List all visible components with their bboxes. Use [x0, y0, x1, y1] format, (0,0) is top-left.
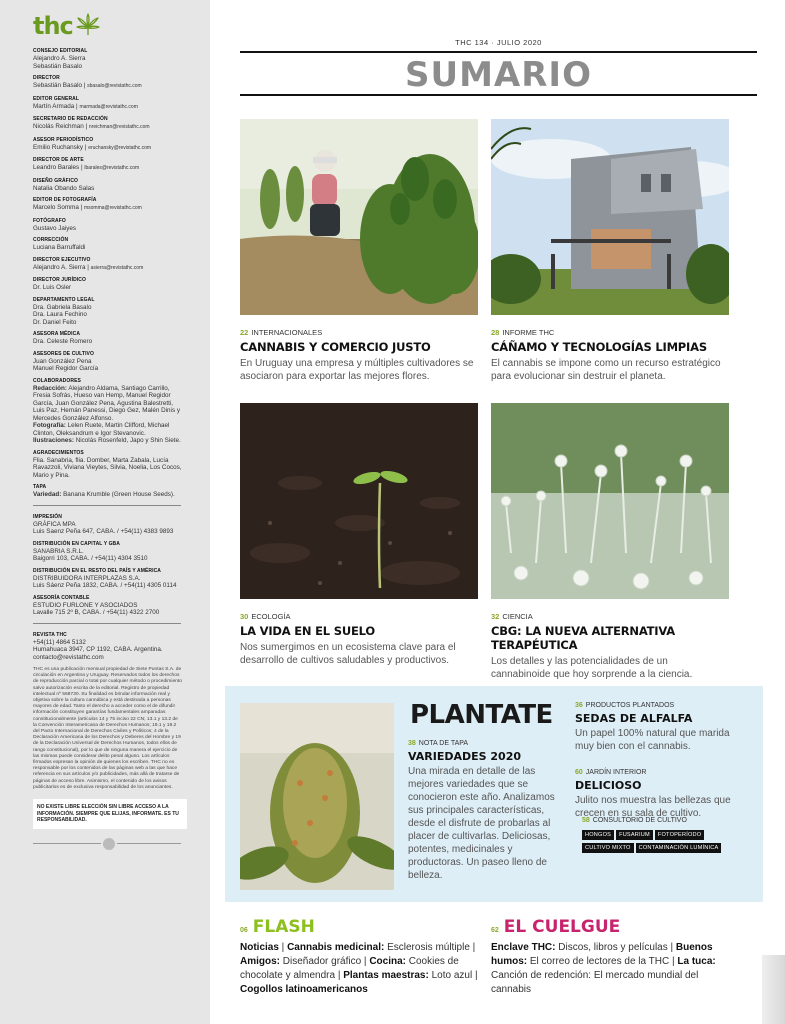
credit-role: IMPRESIÓN — [33, 513, 62, 520]
credit-email: sbasalo@revistathc.com — [87, 83, 142, 89]
cuelgue-section[interactable] — [491, 917, 731, 997]
credit-block — [33, 514, 183, 536]
entry-kicker — [408, 740, 564, 747]
credit-text: Alejandro Aldama, Santiago Carrillo, Fresia Sofrás, Hueso van Hemp, Manuel Regidor García, Juan González Pena, Agustina Balestretti, Luis Paz, Hernán Panessi, Diego Gez, Malén Dinis y Mercedes González Alfonso. — [33, 384, 180, 422]
title-rule-bottom — [240, 94, 757, 96]
credit-text: Baigorri 103, CABA. / +54(11) 4304 3510 — [33, 555, 148, 562]
credit-block — [33, 116, 183, 132]
credit-role: DIRECTOR EJECUTIVO — [33, 256, 91, 263]
entry-title: VARIEDADES 2020 — [408, 750, 522, 763]
credit-role: SECRETARIO DE REDACCIÓN — [33, 116, 108, 122]
credit-role: ASESORES DE CULTIVO — [33, 350, 94, 357]
credit-block — [33, 595, 183, 617]
page-number: 60 — [575, 769, 583, 776]
topic-tag: FUSARIUM — [616, 830, 653, 840]
credit-line — [33, 521, 183, 529]
entry-kicker — [575, 702, 730, 709]
credit-line: Nicolás Reichman | nreichman@revistathc.com — [33, 123, 150, 130]
credit-line — [33, 365, 183, 373]
section-label: NOTA DE TAPA — [418, 740, 469, 747]
credit-line — [33, 491, 183, 499]
credit-role: AGRADECIMIENTOS — [33, 449, 84, 456]
credit-line — [33, 582, 183, 590]
entry-dek: Julito nos muestra las bellezas que crecen en su sala de cultivo. — [575, 795, 731, 819]
credit-block — [33, 237, 183, 252]
item-text: Cookies de chocolate y almendra — [240, 956, 459, 981]
credit-line — [33, 609, 183, 617]
page-edge-shade — [762, 955, 785, 1024]
credit-block — [33, 297, 183, 327]
article-title: LA VIDA EN EL SUELO — [240, 624, 375, 638]
credit-role: ASESOR PERIODÍSTICO — [33, 136, 94, 143]
credit-text: Dra. Gabriela Basalo — [33, 303, 92, 311]
logo-text: thc — [33, 12, 73, 40]
page-title: SUMARIO — [405, 55, 592, 95]
credit-text: Gustavo Jaiyes — [33, 224, 77, 232]
credit-line — [33, 311, 183, 319]
credit-block — [33, 351, 183, 373]
page-number: 58 — [582, 817, 590, 824]
item-label: Cogollos latinoamericanos — [240, 984, 368, 995]
credit-email: marmada@revistathc.com — [79, 103, 138, 110]
credit-text: Luciana Barruffaldi — [33, 244, 86, 251]
credit-role: CONSEJO EDITORIAL — [33, 48, 88, 54]
credit-text: Dr. Luis Osler — [33, 284, 72, 291]
credit-line — [33, 646, 183, 654]
credit-role: TAPA — [33, 484, 47, 490]
article-cbg[interactable] — [491, 403, 729, 681]
page-number: 06 — [240, 927, 248, 934]
credit-text: Emilio Ruchansky — [33, 143, 84, 151]
credit-text: GRÁFICA MPA — [33, 520, 76, 528]
credit-line — [33, 63, 183, 71]
divider — [33, 843, 181, 844]
credit-text: Alejandro A. Sierra — [33, 263, 86, 271]
credit-text: Marcelo Somma — [33, 204, 79, 211]
entry-dek: Una mirada en detalle de las mejores variedades que se conocieron este año. Analizamos sus principales características, desde el disfrute de probarlas al placer de cultivarlas. Deliciosas, potentes, medicinales y productoras. Un paseo lleno de belleza. — [408, 766, 555, 881]
item-text: Diseñador gráfico — [282, 956, 362, 967]
credit-block — [33, 568, 183, 590]
item-label: Buenos humos: — [491, 942, 713, 967]
consult-kicker — [582, 817, 687, 824]
bud-cover-photo — [240, 703, 394, 890]
credit-line — [33, 548, 183, 556]
credit-role: DIRECTOR — [33, 75, 60, 81]
article-dek: Los detalles y las potencialidades de un cannabinoide que hoy sorprende a la ciencia. — [491, 656, 693, 680]
article-title: CBG: LA NUEVA ALTERNATIVA TERAPÉUTICA — [491, 624, 675, 652]
grower-field-photo — [240, 119, 478, 315]
products-entry[interactable] — [575, 702, 730, 753]
ornament-dot — [101, 836, 117, 852]
credit-role: FOTÓGRAFO — [33, 217, 66, 224]
section-label: CONSULTORIO DE CULTIVO — [592, 817, 687, 824]
credit-block — [33, 378, 183, 445]
topic-tag: CULTIVO MIXTO — [582, 843, 634, 853]
credit-text: Sebastián Basalo — [33, 62, 83, 70]
credit-text: Juan González Pena — [33, 357, 92, 365]
cover-story-entry[interactable] — [408, 740, 564, 882]
credit-role: DISTRIBUCIÓN EN EL RESTO DEL PAÍS Y AMÉRICA — [33, 567, 162, 574]
credit-email: lbarales@revistathc.com — [84, 165, 140, 171]
credit-email: asierra@revistathc.com — [90, 264, 144, 271]
credit-line — [33, 422, 183, 437]
garden-entry[interactable] — [575, 769, 733, 820]
credit-block — [33, 197, 183, 213]
credit-line: Martín Armada | marmada@revistathc.com — [33, 102, 138, 110]
credit-text: Lavalle 715 2º B, CABA. / +54(11) 4322 2700 — [33, 609, 160, 616]
credit-role: COLABORADORES — [33, 377, 81, 384]
credit-block — [33, 632, 183, 662]
credit-block — [33, 277, 183, 292]
credit-block — [33, 257, 183, 273]
article-kicker — [240, 612, 478, 621]
plantate-logo: PLANTATE — [410, 700, 553, 730]
credit-text: Lelen Ruete, Martin Clifford, Michael Clinton, Oleksandrum e Igor Stevanovic. — [33, 422, 170, 437]
credit-role: DIRECTOR JURÍDICO — [33, 277, 87, 283]
credit-line — [33, 457, 183, 480]
item-text: El correo de lectores de la THC — [529, 956, 670, 967]
item-label: Cocina: — [369, 956, 406, 967]
trichomes-macro-photo — [491, 403, 729, 599]
credit-sublabel: Fotografía: — [33, 422, 66, 429]
responsibility-notice: NO EXISTE LIBRE ELECCIÓN SIN LIBRE ACCESO A LA INFORMACIÓN. SIEMPRE QUE ELIJAS, INFORMATE. ES TU RESPONSABILIDAD. — [33, 799, 187, 829]
credit-line — [33, 284, 183, 292]
item-text: Loto azul — [431, 970, 473, 981]
credit-text: DISTRIBUIDORA INTERPLAZAS S.A. — [33, 574, 141, 582]
article-title: CÁÑAMO Y TECNOLOGÍAS LIMPIAS — [491, 340, 707, 354]
credit-text: Leandro Barales — [33, 164, 80, 171]
article-kicker — [240, 328, 478, 337]
section-items: Noticias | Cannabis medicinal: Esclerosis múltiple | Amigos: Diseñador gráfico | Cocina: Cookies de chocolate y almendra | Plantas maestras: Loto azul | Cogollos latinoamericanos — [240, 942, 478, 995]
credit-block — [33, 75, 183, 91]
contact-info — [33, 632, 183, 662]
credit-text: Sebastián Basalo — [33, 82, 83, 89]
credit-text: Dr. Daniel Feito — [33, 318, 77, 326]
item-text: Esclerosis múltiple — [387, 942, 470, 953]
credit-text: Luis Saenz Peña 647, CABA. / +54(11) 4383 9893 — [33, 528, 174, 535]
credit-text: Dra. Laura Fechino — [33, 311, 87, 318]
section-label: JARDÍN INTERIOR — [585, 769, 647, 776]
article-title: CANNABIS Y COMERCIO JUSTO — [240, 340, 431, 354]
credit-block — [33, 218, 183, 233]
page-number: 28 — [491, 328, 500, 337]
credit-line — [33, 528, 183, 536]
credit-line — [33, 575, 183, 583]
cannabis-leaf-icon — [75, 13, 101, 39]
credit-line — [33, 437, 183, 445]
credit-role: ASESORA MÉDICA — [33, 331, 81, 337]
item-label: La tuca: — [677, 956, 716, 967]
credit-text: Manuel Regidor García — [33, 365, 99, 372]
section-header — [240, 917, 480, 937]
credit-line — [33, 185, 183, 193]
credit-role: DISTRIBUCIÓN EN CAPITAL Y GBA — [33, 540, 120, 547]
divider — [33, 505, 181, 506]
credit-role: ASESORÍA CONTABLE — [33, 594, 90, 601]
credit-line — [33, 304, 183, 312]
item-label: Plantas maestras: — [343, 970, 429, 981]
section-label: ECOLOGÍA — [251, 612, 291, 621]
credit-text: Luis Sáenz Peña 1832, CABA. / +54(11) 4305 0114 — [33, 582, 177, 589]
page-number: 30 — [240, 612, 249, 621]
item-label: Amigos: — [240, 956, 280, 967]
credit-sublabel: Ilustraciones: — [33, 437, 74, 444]
thc-logo — [33, 12, 210, 40]
credit-line — [33, 555, 183, 563]
masthead-sidebar — [0, 0, 210, 1024]
topic-tag: HONGOS — [582, 830, 614, 840]
item-label: Cannabis medicinal: — [287, 942, 385, 953]
credit-text: SANABRIA S.R.L. — [33, 547, 84, 555]
article-dek: El cannabis se impone como un recurso estratégico para evolucionar sin destruir el planeta. — [491, 358, 721, 382]
item-text: Discos, libros y películas — [558, 942, 668, 953]
credit-block — [33, 331, 183, 346]
article-cannabis-comercio-justo[interactable] — [240, 119, 478, 383]
page-number: 36 — [575, 702, 583, 709]
article-kicker — [491, 328, 729, 337]
credit-text: Humahuaca 3947, CP 1192, CABA. Argentina. — [33, 646, 163, 653]
credit-text: contacto@revistathc.com — [33, 653, 104, 661]
entry-dek: Un papel 100% natural que marida muy bien con el cannabis. — [575, 728, 730, 752]
credit-line — [33, 639, 183, 647]
item-text: Canción de redención: El mercado mundial del cannabis — [491, 970, 699, 995]
credit-line: Leandro Barales | lbarales@revistathc.com — [33, 164, 140, 171]
credit-sublabel: Redacción: — [33, 384, 67, 392]
title-rule-top — [240, 51, 757, 53]
credit-line — [33, 225, 183, 233]
credit-role: DEPARTAMENTO LEGAL — [33, 296, 95, 303]
credit-line: Emilio Ruchansky | eruchansky@revistathc.com — [33, 143, 152, 151]
consult-tags — [582, 830, 732, 853]
credit-email: eruchansky@revistathc.com — [88, 144, 152, 151]
credit-line — [33, 654, 183, 662]
article-dek: Nos sumergimos en un ecosistema clave para el desarrollo de cultivos saludables y productivos. — [240, 642, 456, 666]
credit-block — [33, 450, 183, 480]
credit-email: msomma@revistathc.com — [83, 205, 142, 211]
credit-block — [33, 96, 183, 112]
credit-block — [33, 541, 183, 563]
section-items: Enclave THC: Discos, libros y películas | Buenos humos: El correo de lectores de la THC | La tuca: Canción de redención: El mercado mundial del cannabis — [491, 942, 716, 995]
entry-title: SEDAS DE ALFALFA — [575, 712, 693, 725]
article-canamo-tecnologias[interactable] — [491, 119, 729, 383]
page-number: 62 — [491, 927, 499, 934]
credit-line — [33, 55, 183, 63]
credit-text: Flia. Sanabria, flia. Domber, Marta Zabala, Lucía Ravazzoli, Viviana Vieytes, Silvia, Noelia, Los Cocos, Mario y Pina. — [33, 456, 182, 479]
entry-title: DELICIOSO — [575, 779, 642, 792]
legal-notice: THC es una publicación mensual propiedad de Siete Puntas S.A. de circulación en Argentina y Uruguay. Reservados todos los derechos de reproducción parcial o total por cualquier método o procedimiento salvo autorización escrita de la editorial. Registro de propiedad intelectual nº 568730. Su finalidad es brindar información real y objetiva sobre la cultura cannábica y está destinada a personas mayores de edad. Tanto el derecho a acceder como el de difundir información constituyen garantías fundamentales amparadas constitucionalmente (artículos 14 y 75 inciso 22 CN; 13.1 y 13.2 de la Convención Interamericana de Derechos Humanos; 19.1 y 19.2 del Pacto Internacional de Derechos Civiles y Políticos; 4 de la Declaración Americana de los Derechos y Deberes del Hombre y 19 de la Declaración Universal de Derechos Humanos, todos ellos de rango constitucional), por lo que de ninguna manera el ejercicio de las mismas puede considerar delito penal alguno. Los artículos firmados expresan la opinión de quienes los escriben. THC no es responsable por los contenidos de las páginas web a las que hace referencia en sus artículos y/o publicidades, más allá de tratarse de páginas de acceso libre. Asimismo, el contenido de los avisos publicitarios es de exclusiva responsabilidad de los anunciantes. — [33, 667, 182, 790]
credit-role: DISEÑO GRÁFICO — [33, 177, 79, 184]
credit-role: CORRECCIÓN — [33, 237, 69, 243]
section-title: EL CUELGUE — [503, 917, 621, 937]
credit-text: Dra. Celeste Romero — [33, 338, 93, 345]
article-dek: En Uruguay una empresa y múltiples cultivadores se asociaron para exportar las mejores flores. — [240, 358, 474, 382]
section-label: PRODUCTOS PLANTADOS — [585, 702, 675, 709]
issue-label: THC 134 · JULIO 2020 — [455, 38, 542, 47]
credit-line — [33, 338, 183, 346]
credit-text: Nicolás Reichman — [33, 123, 84, 130]
credit-text: Alejandro A. Sierra — [33, 55, 86, 62]
credit-role: REVISTA THC — [33, 631, 67, 638]
credit-text: ESTUDIO FURLONE Y ASOCIADOS — [33, 601, 138, 609]
credit-line: Sebastián Basalo | sbasalo@revistathc.com — [33, 82, 142, 89]
credit-block — [33, 484, 183, 499]
credit-block — [33, 48, 183, 70]
credit-sublabel: Variedad: — [33, 491, 62, 498]
section-label: CIENCIA — [502, 612, 533, 621]
credit-role: EDITOR GENERAL — [33, 95, 80, 102]
credit-line: Alejandro A. Sierra | asierra@revistathc.com — [33, 263, 144, 271]
printing-credits — [33, 514, 183, 617]
credit-text: Martín Armada — [33, 102, 75, 110]
credit-block — [33, 178, 183, 193]
section-header — [491, 917, 731, 937]
credit-text: Nicolás Rosenfeld, Japo y Shin Siete. — [75, 437, 181, 444]
entry-kicker — [575, 769, 733, 776]
credit-block — [33, 157, 183, 173]
credit-line — [33, 358, 183, 366]
page-number: 22 — [240, 328, 249, 337]
seedling-soil-photo — [240, 403, 478, 599]
credit-line: Marcelo Somma | msomma@revistathc.com — [33, 204, 142, 211]
flash-section[interactable] — [240, 917, 480, 997]
page-number: 38 — [408, 740, 416, 747]
credit-block — [33, 137, 183, 153]
credit-role: DIRECTOR DE ARTE — [33, 157, 84, 163]
credit-line — [33, 385, 183, 423]
article-vida-en-el-suelo[interactable] — [240, 403, 478, 667]
divider — [33, 623, 181, 624]
section-label: INFORME THC — [502, 328, 555, 337]
section-label: INTERNACIONALES — [251, 328, 323, 337]
page-number: 32 — [491, 612, 500, 621]
credit-role: EDITOR DE FOTOGRAFÍA — [33, 197, 97, 203]
credit-email: nreichman@revistathc.com — [88, 124, 150, 130]
credit-line — [33, 602, 183, 610]
item-label: Noticias — [240, 942, 279, 953]
topic-tag: CONTAMINACIÓN LUMÍNICA — [636, 843, 722, 853]
item-label: Enclave THC: — [491, 942, 556, 953]
topic-tag: FOTOPERÍODO — [655, 830, 704, 840]
credits-list — [33, 48, 183, 499]
hemp-house-photo — [491, 119, 729, 315]
section-title: FLASH — [252, 917, 315, 937]
credit-text: Banana Krumble (Green House Seeds). — [63, 491, 175, 498]
article-kicker — [491, 612, 729, 621]
credit-text: Natalia Obando Salas — [33, 184, 95, 192]
credit-line — [33, 319, 183, 327]
credit-text: +54(11) 4864 5132 — [33, 638, 86, 646]
credit-line — [33, 244, 183, 252]
